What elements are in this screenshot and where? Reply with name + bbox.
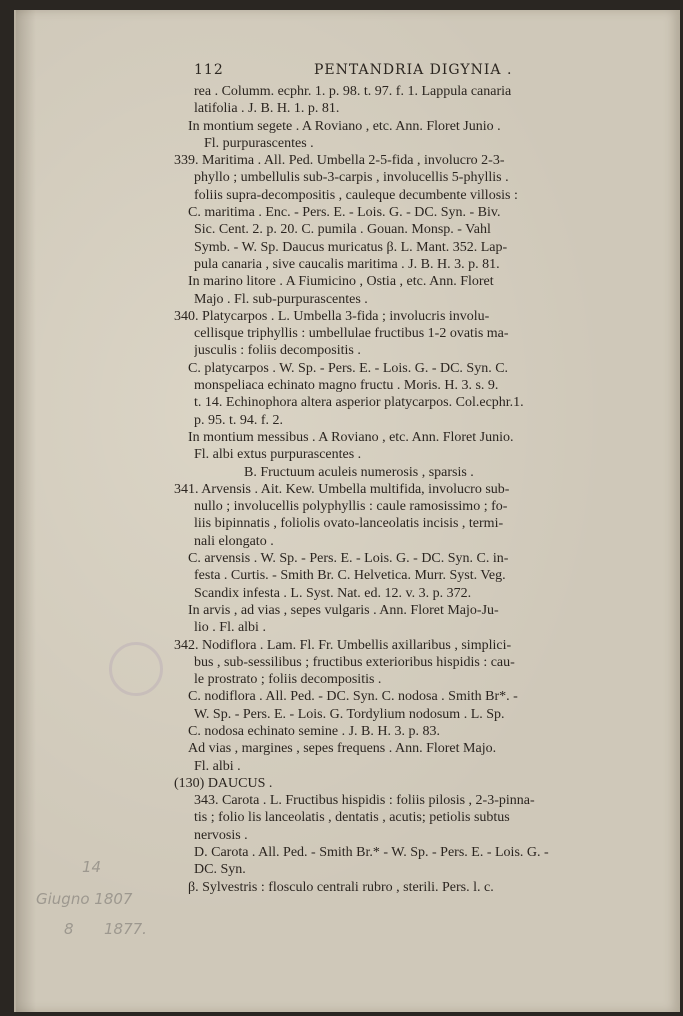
text-line: DC. Syn. [194,862,246,878]
text-line: 339. Maritima . All. Ped. Umbella 2-5-fida , involucro 2-3- [174,153,505,169]
text-line: nali elongato . [194,533,274,549]
text-line: D. Carota . All. Ped. - Smith Br.* - W. Sp. - Pers. E. - Lois. G. - [194,845,549,861]
page-spine-shadow [16,10,36,1012]
text-line: Fl. albi . [194,758,241,774]
text-line: festa . Curtis. - Smith Br. C. Helvetica. Murr. Syst. Veg. [194,568,506,584]
body-text [174,83,664,896]
text-line: p. 95. t. 94. f. 2. [194,412,284,428]
text-line: 341. Arvensis . Ait. Kew. Umbella multifida, involucro sub- [174,481,510,497]
text-line: liis bipinnatis , foliolis ovato-lanceolatis incisis , termi- [194,516,504,532]
text-line: 340. Platycarpos . L. Umbella 3-fida ; involucris involu- [174,308,490,324]
text-line: nervosis . [194,827,248,843]
text-line: jusculis : foliis decompositis . [194,343,361,359]
text-line: W. Sp. - Pers. E. - Lois. G. Tordylium nodosum . L. Sp. [194,706,505,722]
text-line: In marino litore . A Fiumicino , Ostia , etc. Ann. Floret [188,274,494,290]
text-line: nullo ; involucellis polyphyllis : caule ramosissimo ; fo- [194,499,508,515]
text-line: 342. Nodiflora . Lam. Fl. Fr. Umbellis axillaribus , simplici- [174,637,512,653]
text-line: 343. Carota . L. Fructibus hispidis : foliis pilosis , 2-3-pinna- [194,793,535,809]
text-line: cellisque triphyllis : umbellulae fructibus 1-2 ovatis ma- [194,326,509,342]
text-line: β. Sylvestris : flosculo centrali rubro , sterili. Pers. l. c. [188,879,494,895]
pencil-note: 14 [82,858,102,876]
text-line: Fl. albi extus purpurascentes . [194,447,362,463]
text-line: lio . Fl. albi . [194,620,266,636]
text-line: le prostrato ; foliis decompositis . [194,672,382,688]
text-line: rea . Columm. ecphr. 1. p. 98. t. 97. f. 1. Lappula canaria [194,84,512,99]
page-number: 112 [194,62,224,78]
text-line: C. arvensis . W. Sp. - Pers. E. - Lois. G. - DC. Syn. C. in- [188,551,509,567]
pencil-note: 1877. [104,920,147,938]
book-page [14,10,680,1012]
text-line: tis ; folio lis lanceolatis , dentatis , acutis; petiolis subtus [194,810,510,826]
text-line: Sic. Cent. 2. p. 20. C. pumila . Gouan. Monsp. - Vahl [194,222,491,238]
text-line: B. Fructuum aculeis numerosis , sparsis . [244,464,474,480]
text-line: phyllo ; umbellulis sub-3-carpis , involucellis 5-phyllis . [194,170,509,186]
text-line: foliis supra-decompositis , cauleque decumbente villosis : [194,187,518,203]
genus-heading: (130) DAUCUS . [174,775,273,791]
text-line: latifolia . J. B. H. 1. p. 81. [194,101,340,117]
text-line: t. 14. Echinophora altera asperior platycarpos. Col.ecphr.1. [194,395,524,411]
text-line: pula canaria , sive caucalis maritima . J. B. H. 3. p. 81. [194,256,500,272]
text-line: Fl. purpurascentes . [204,135,314,151]
running-head: PENTANDRIA DIGYNIA . [314,62,513,78]
text-line: Majo . Fl. sub-purpurascentes . [194,291,368,307]
text-line: Scandix infesta . L. Syst. Nat. ed. 12. v. 3. p. 372. [194,585,472,601]
text-line: In montium segete . A Roviano , etc. Ann. Floret Junio . [188,118,501,134]
text-line: Ad vias , margines , sepes frequens . Ann. Floret Majo. [188,741,497,757]
pencil-note: Giugno 1807 [36,890,133,908]
page-header [194,62,650,82]
pencil-note: 8 [64,920,74,938]
faded-stamp [109,642,163,696]
text-line: C. maritima . Enc. - Pers. E. - Lois. G. - DC. Syn. - Biv. [188,205,501,221]
text-line: C. nodiflora . All. Ped. - DC. Syn. C. nodosa . Smith Br*. - [188,689,518,705]
text-line: C. nodosa echinato semine . J. B. H. 3. p. 83. [188,723,440,739]
text-line: Symb. - W. Sp. Daucus muricatus β. L. Mant. 352. Lap- [194,239,508,255]
text-line: bus , sub-sessilibus ; fructibus exterioribus hispidis : cau- [194,654,515,670]
text-line: C. platycarpos . W. Sp. - Pers. E. - Lois. G. - DC. Syn. C. [188,360,509,376]
text-line: In montium messibus . A Roviano , etc. Ann. Floret Junio. [188,429,514,445]
text-line: monspeliaca echinato magno fructu . Moris. H. 3. s. 9. [194,378,499,394]
text-line: In arvis , ad vias , sepes vulgaris . Ann. Floret Majo-Ju- [188,602,499,618]
